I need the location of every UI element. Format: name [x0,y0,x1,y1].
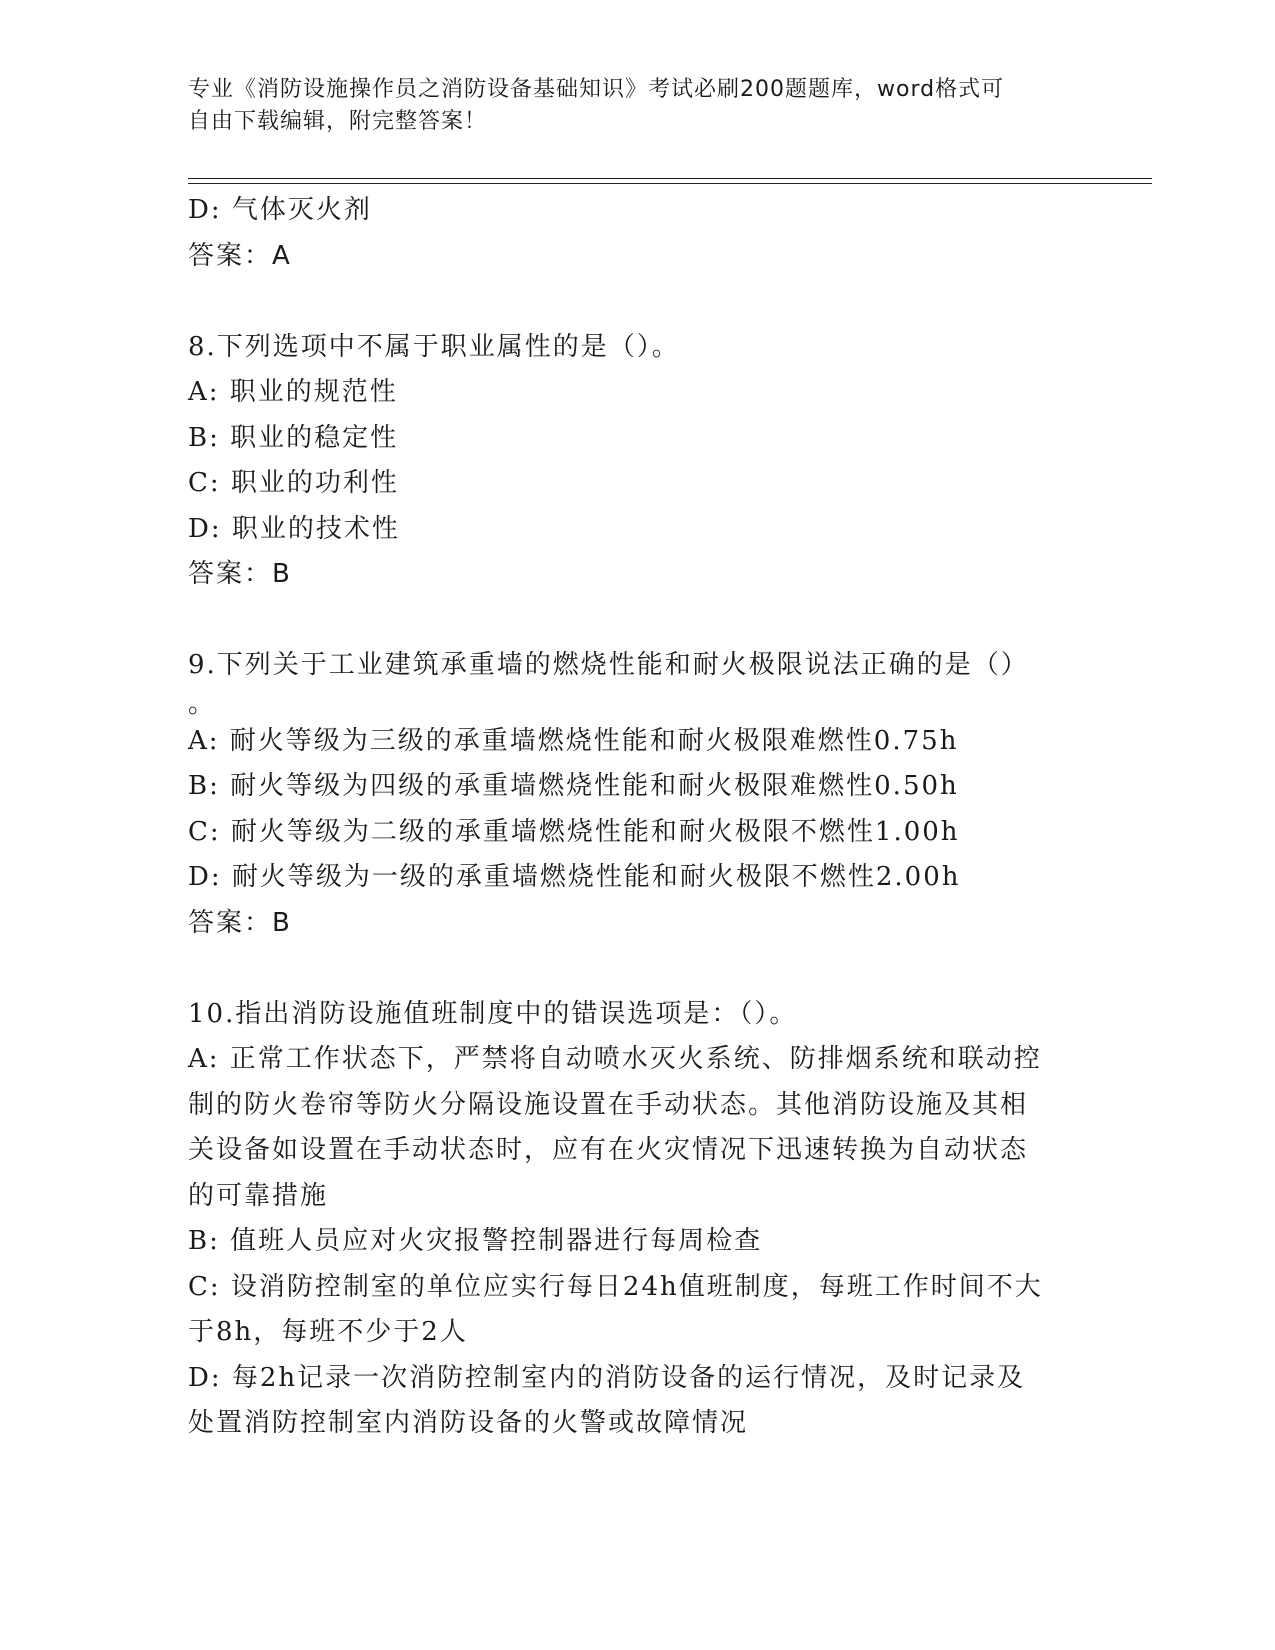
question-7-tail [188,188,1088,279]
option-c: C: 职业的功利性 [188,468,399,498]
option-b: B: 职业的稳定性 [188,422,399,453]
option-d: D: 耐火等级为一级的承重墙燃烧性能和耐火极限不燃性2.00h [188,862,961,892]
option-c-line-1: C: 设消防控制室的单位应实行每日24h值班制度，每班工作时间不大 [188,1271,1043,1302]
answer-line: 答案：B [188,559,292,589]
spacer [188,279,1088,325]
question-8 [188,325,1088,598]
option-a: A: 耐火等级为三级的承重墙燃烧性能和耐火极限难燃性0.75h [188,725,959,756]
option-c: C: 耐火等级为二级的承重墙燃烧性能和耐火极限不燃性1.00h [188,816,960,847]
option-d-line-2: 处置消防控制室内消防设备的火警或故障情况 [188,1408,749,1438]
question-title: 8.下列选项中不属于职业属性的是（）。 [188,331,680,362]
option-a: A: 职业的规范性 [188,377,398,407]
option-d-line-1: D: 每2h记录一次消防控制室内的消防设备的运行情况，及时记录及 [188,1362,1026,1393]
answer-line: 答案：A [188,240,292,271]
option-d: D: 气体灭火剂 [188,195,372,225]
question-title-continuation: 。 [188,688,217,719]
page-header [188,74,1068,138]
option-a-line-4: 的可靠措施 [188,1180,329,1211]
spacer [188,598,1088,644]
document-body [188,188,1088,1447]
header-line-2: 自由下载编辑，附完整答案！ [188,109,488,134]
option-a-line-3: 关设备如设置在手动状态时，应有在火灾情况下迅速转换为自动状态 [188,1135,1029,1165]
option-b: B: 耐火等级为四级的承重墙燃烧性能和耐火极限难燃性0.50h [188,771,959,801]
answer-line: 答案：B [188,907,292,938]
option-a-line-1: A: 正常工作状态下，严禁将自动喷水灭火系统、防排烟系统和联动控 [188,1044,1042,1074]
header-divider-bottom [188,183,1152,184]
header-line-1: 专业《消防设施操作员之消防设备基础知识》考试必刷200题题库，word格式可 [188,77,1005,102]
question-title: 10.指出消防设施值班制度中的错误选项是：（）。 [188,998,798,1029]
option-b: B: 值班人员应对火灾报警控制器进行每周检查 [188,1226,763,1256]
header-divider-top [188,178,1152,179]
question-9 [188,643,1088,946]
question-title: 9.下列关于工业建筑承重墙的燃烧性能和耐火极限说法正确的是（） [188,650,1029,680]
spacer [188,946,1088,992]
option-c-line-2: 于8h，每班不少于2人 [188,1317,468,1347]
option-a-line-2: 制的防火卷帘等防火分隔设施设置在手动状态。其他消防设施及其相 [188,1089,1029,1120]
question-10 [188,992,1088,1447]
option-d: D: 职业的技术性 [188,513,400,544]
